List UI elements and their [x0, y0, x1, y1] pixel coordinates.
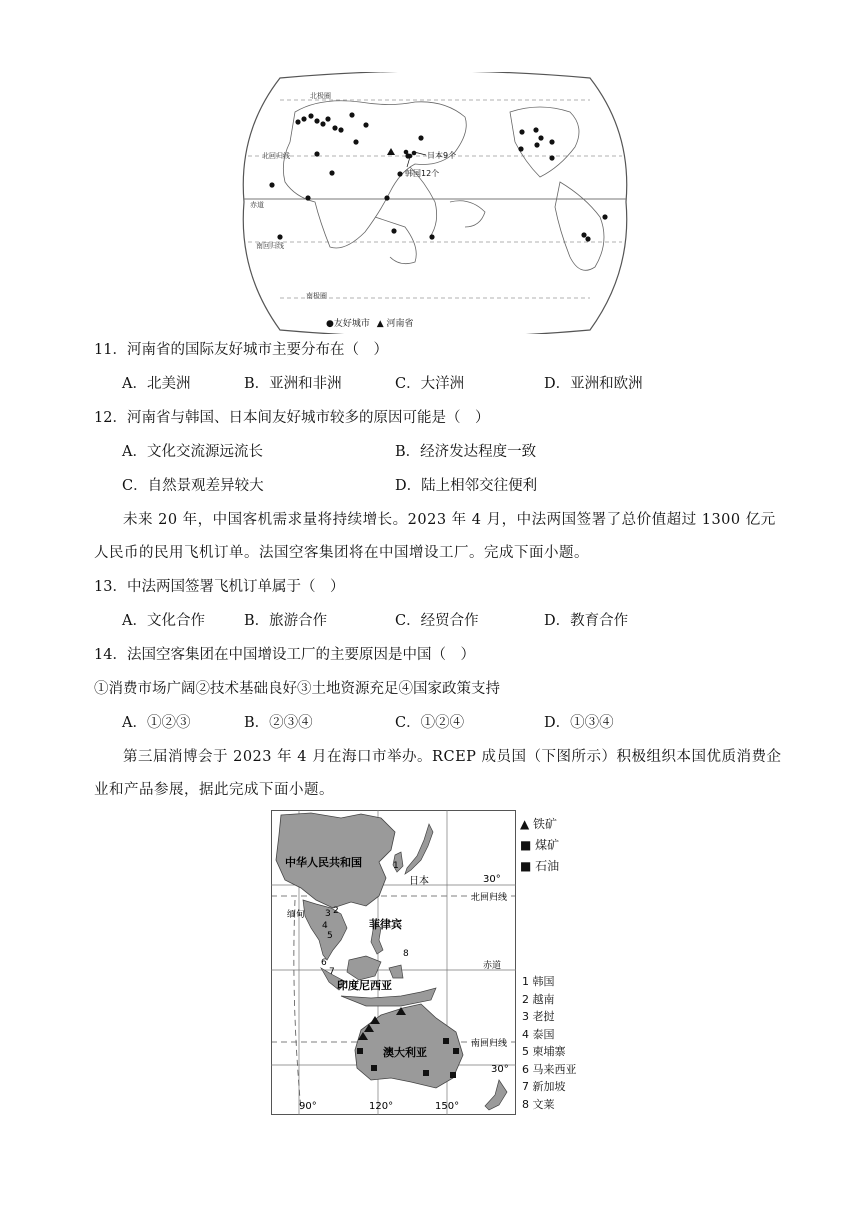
- label-antarctic: 南极圈: [306, 292, 327, 300]
- label-japan: 日本: [409, 876, 429, 887]
- label-tropic-cancer: 北回归线: [262, 152, 290, 160]
- q13-option-b[interactable]: B．旅游合作: [244, 613, 328, 629]
- label-arctic: 北极圈: [310, 92, 331, 100]
- num-7: 7: [329, 967, 335, 977]
- label-lon-150: 150°: [435, 1101, 460, 1112]
- label-equator: 赤道: [250, 201, 264, 209]
- rcep-member-map: [271, 810, 516, 1115]
- num-1: 1: [393, 861, 399, 871]
- q11-option-b[interactable]: B．亚洲和非洲: [244, 376, 342, 392]
- country-4: 4 泰国: [522, 1027, 555, 1041]
- q12-option-a[interactable]: A．文化交流源远流长: [122, 444, 263, 460]
- q11-option-c[interactable]: C．大洋洲: [395, 376, 465, 392]
- q12-option-b[interactable]: B．经济发达程度一致: [395, 444, 537, 460]
- q14-option-d[interactable]: D．①③④: [544, 715, 614, 731]
- label-indonesia: 印度尼西亚: [337, 979, 392, 992]
- country-3: 3 老挝: [522, 1010, 555, 1023]
- q13-option-a[interactable]: A．文化合作: [122, 613, 205, 629]
- label-korea: 韩国12个: [405, 169, 440, 178]
- question-13-stem: 13．中法两国签署飞机订单属于（ ）: [94, 579, 345, 595]
- world-friendly-cities-map: [240, 72, 630, 334]
- q14-option-b[interactable]: B．②③④: [244, 715, 313, 731]
- passage-1-line-2: 人民币的民用飞机订单。法国空客集团将在中国增设工厂。完成下面小题。: [94, 545, 589, 561]
- country-7: 7 新加坡: [522, 1080, 566, 1093]
- question-14-stem: 14．法国空客集团在中国增设工厂的主要原因是中国（ ）: [94, 647, 475, 663]
- label-australia: 澳大利亚: [383, 1046, 427, 1059]
- q14-option-a[interactable]: A．①②③: [122, 715, 191, 731]
- num-5: 5: [327, 931, 333, 941]
- label-tropic-capricorn: 南回归线: [256, 242, 284, 250]
- label-lat-30s: 30°: [491, 1064, 509, 1075]
- legend-iron: ▲ 铁矿: [520, 817, 558, 831]
- label-tropic-capricorn: 南回归线: [471, 1039, 508, 1049]
- q11-option-d[interactable]: D．亚洲和欧洲: [544, 376, 643, 392]
- country-2: 2 越南: [522, 992, 555, 1006]
- num-6: 6: [321, 958, 327, 968]
- legend-coal: ■ 煤矿: [520, 838, 560, 852]
- legend-henan: ▲ 河南省: [376, 319, 414, 329]
- country-1: 1 韩国: [522, 975, 555, 988]
- q13-option-d[interactable]: D．教育合作: [544, 613, 629, 629]
- world-map-legend: [326, 316, 414, 329]
- q14-option-c[interactable]: C．①②④: [395, 715, 465, 731]
- label-philippines: 菲律宾: [369, 918, 402, 931]
- label-china: 中华人民共和国: [285, 856, 362, 869]
- label-lat-30n: 30°: [483, 874, 501, 885]
- country-5: 5 柬埔寨: [522, 1045, 566, 1058]
- rcep-resource-legend: [520, 814, 559, 877]
- q12-option-d[interactable]: D．陆上相邻交往便利: [395, 478, 538, 494]
- question-14-items: ①消费市场广阔②技术基础良好③土地资源充足④国家政策支持: [94, 681, 500, 697]
- rcep-country-legend: [522, 973, 577, 1113]
- legend-friendly-city: ●友好城市: [326, 319, 370, 329]
- country-8: 8 文莱: [522, 1097, 555, 1111]
- question-12-stem: 12．河南省与韩国、日本间友好城市较多的原因可能是（ ）: [94, 410, 490, 426]
- passage-2-line-2: 业和产品参展，据此完成下面小题。: [94, 782, 334, 798]
- q11-option-a[interactable]: A．北美洲: [122, 376, 191, 392]
- passage-1-line-1: 未来 20 年，中国客机需求量将持续增长。2023 年 4 月，中法两国签署了总价值超过 1300 亿元: [123, 512, 776, 528]
- label-lon-90: 90°: [299, 1101, 317, 1112]
- num-4: 4: [322, 921, 328, 931]
- label-myanmar: 缅甸: [287, 910, 306, 920]
- label-japan: 日本9个: [427, 151, 457, 160]
- legend-oil: ■ 石油: [520, 859, 560, 873]
- passage-2-line-1: 第三届消博会于 2023 年 4 月在海口市举办。RCEP 成员国（下图所示）积极组织本国优质消费企: [123, 749, 782, 765]
- question-11-stem: 11．河南省的国际友好城市主要分布在（ ）: [94, 342, 388, 358]
- label-tropic-cancer: 北回归线: [471, 893, 508, 903]
- num-2: 2: [333, 906, 339, 916]
- label-lon-120: 120°: [369, 1101, 394, 1112]
- num-8: 8: [403, 949, 409, 959]
- q12-option-c[interactable]: C．自然景观差异较大: [122, 478, 264, 494]
- country-6: 6 马来西亚: [522, 1062, 577, 1076]
- label-equator: 赤道: [483, 961, 502, 971]
- q13-option-c[interactable]: C．经贸合作: [395, 613, 479, 629]
- num-3: 3: [325, 909, 331, 919]
